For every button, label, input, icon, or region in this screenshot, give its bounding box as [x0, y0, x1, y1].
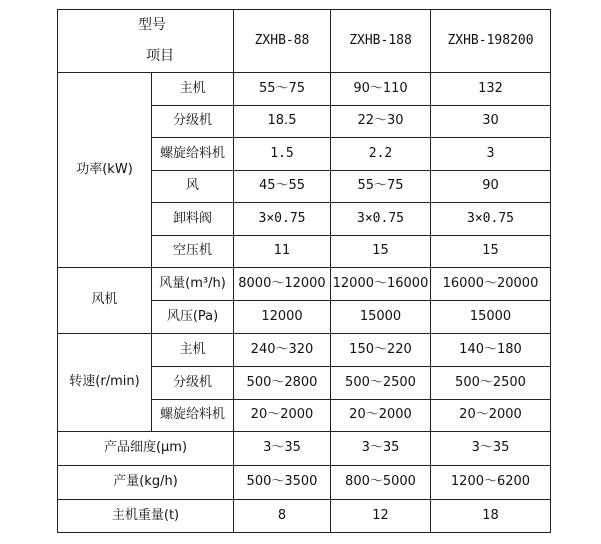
- cell: 12000: [234, 301, 331, 334]
- header-corner-cell: [58, 10, 234, 73]
- cell: 132: [431, 73, 551, 106]
- cell: 90: [431, 171, 551, 203]
- group-speed-label: 转速(r/min): [58, 334, 152, 432]
- row-label: 风: [152, 171, 234, 203]
- row-label: 产品细度(μm): [58, 432, 234, 466]
- cell: 45～55: [234, 171, 331, 203]
- cell: 500～2800: [234, 367, 331, 400]
- cell: 18.5: [234, 106, 331, 138]
- cell: 22～30: [331, 106, 431, 138]
- table-row: [58, 268, 551, 301]
- cell: 3×0.75: [234, 203, 331, 236]
- cell: 800～5000: [331, 466, 431, 500]
- cell: 12: [331, 500, 431, 533]
- cell: 12000～16000: [331, 268, 431, 301]
- cell: 30: [431, 106, 551, 138]
- row-label: 主机: [152, 73, 234, 106]
- cell: 500～2500: [331, 367, 431, 400]
- cell: 20～2000: [431, 400, 551, 432]
- cell: 15: [431, 236, 551, 268]
- header-model-3: ZXHB-198200: [431, 10, 551, 73]
- cell: 11: [234, 236, 331, 268]
- cell: 8000～12000: [234, 268, 331, 301]
- header-row: [58, 10, 551, 73]
- row-label: 产量(kg/h): [58, 466, 234, 500]
- row-label: 螺旋给料机: [152, 400, 234, 432]
- cell: 500～2500: [431, 367, 551, 400]
- cell: 3～35: [431, 432, 551, 466]
- table-row: [58, 334, 551, 367]
- cell: 90～110: [331, 73, 431, 106]
- cell: 3～35: [234, 432, 331, 466]
- row-label: 空压机: [152, 236, 234, 268]
- header-item-label: 项目: [146, 48, 174, 64]
- table-row: [58, 500, 551, 533]
- row-label: 风量(m³/h): [152, 268, 234, 301]
- header-model-2: ZXHB-188: [331, 10, 431, 73]
- cell: 15000: [431, 301, 551, 334]
- row-label: 主机重量(t): [58, 500, 234, 533]
- header-model-1: ZXHB-88: [234, 10, 331, 73]
- cell: 16000～20000: [431, 268, 551, 301]
- row-label: 主机: [152, 334, 234, 367]
- cell: 2.2: [331, 138, 431, 171]
- spec-table: [57, 9, 551, 533]
- row-label: 分级机: [152, 367, 234, 400]
- row-label: 螺旋给料机: [152, 138, 234, 171]
- header-model-label: 型号: [138, 17, 166, 33]
- table-row: [58, 73, 551, 106]
- group-power-label: 功率(kW): [58, 73, 152, 268]
- cell: 15000: [331, 301, 431, 334]
- group-fan-label: 风机: [58, 268, 152, 334]
- cell: 150～220: [331, 334, 431, 367]
- cell: 3～35: [331, 432, 431, 466]
- cell: 240～320: [234, 334, 331, 367]
- table-row: [58, 432, 551, 466]
- cell: 20～2000: [234, 400, 331, 432]
- row-label: 分级机: [152, 106, 234, 138]
- cell: 20～2000: [331, 400, 431, 432]
- cell: 3×0.75: [331, 203, 431, 236]
- table-row: [58, 466, 551, 500]
- cell: 15: [331, 236, 431, 268]
- cell: 3: [431, 138, 551, 171]
- cell: 55～75: [331, 171, 431, 203]
- row-label: 风压(Pa): [152, 301, 234, 334]
- cell: 3×0.75: [431, 203, 551, 236]
- cell: 140～180: [431, 334, 551, 367]
- cell: 1.5: [234, 138, 331, 171]
- cell: 18: [431, 500, 551, 533]
- cell: 1200～6200: [431, 466, 551, 500]
- cell: 55～75: [234, 73, 331, 106]
- cell: 8: [234, 500, 331, 533]
- row-label: 卸料阀: [152, 203, 234, 236]
- cell: 500～3500: [234, 466, 331, 500]
